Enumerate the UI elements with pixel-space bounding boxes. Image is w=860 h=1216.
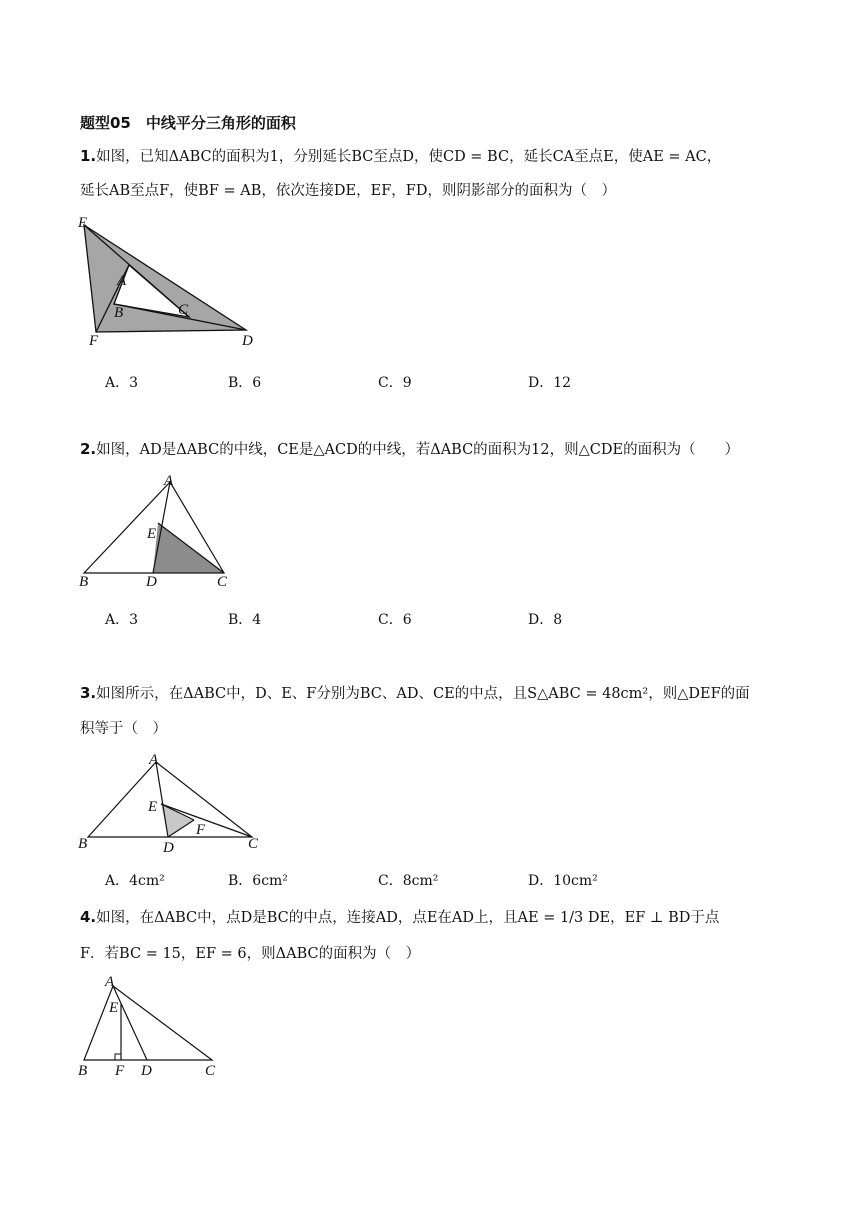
option-c[interactable]: C．8cm² [378,873,439,889]
question-2-line-1 [80,439,739,460]
label-b: B [114,305,124,321]
option-d[interactable]: D．10cm² [528,873,598,889]
option-b[interactable]: B．6 [228,375,262,391]
section-title: 题型05 中线平分三角形的面积 [80,114,296,132]
label-b: B [78,1063,88,1079]
option-d[interactable]: D．12 [528,375,572,391]
label-d: D [242,333,253,349]
label-a: A [149,752,159,768]
question-4-line-1 [80,907,719,928]
question-3-line-1 [80,683,750,704]
label-a: A [164,473,174,489]
option-a[interactable]: A．3 [105,375,139,391]
option-d[interactable]: D．8 [528,612,563,628]
option-c[interactable]: C．6 [378,612,412,628]
question-1-figure [74,212,274,352]
question-text: 如图，在ΔABC中，点D是BC的中点，连接AD，点E在AD上，且AE = 1/3 DE，EF ⊥ BD于点 [96,910,720,926]
label-e: E [148,799,158,815]
question-1-line-1 [80,146,721,167]
label-a: A [117,273,127,289]
label-c: C [217,574,228,590]
option-b[interactable]: B．6cm² [228,873,288,889]
label-a: A [105,974,115,990]
label-d: D [163,840,174,856]
question-number: 2. [80,440,97,458]
option-a[interactable]: A．4cm² [105,873,165,889]
question-4-figure [74,972,234,1082]
label-b: B [79,574,89,590]
question-number: 4. [80,908,97,926]
question-number: 3. [80,684,97,702]
question-text: 如图所示，在ΔABC中，D、E、F分别为BC、AD、CE的中点，且S△ABC = 48cm²，则△DEF的面 [96,686,750,702]
label-e: E [78,215,88,231]
label-e: E [147,526,157,542]
question-1-line-2: 延长AB至点F，使BF = AB，依次连接DE，EF，FD，则阴影部分的面积为（ ） [80,183,616,199]
label-e: E [109,1000,119,1016]
label-d: D [141,1063,152,1079]
question-text: 如图，已知ΔABC的面积为1，分别延长BC至点D，使CD = BC，延长CA至点E，使AE = AC， [96,149,722,165]
question-2-figure [74,470,244,590]
label-f: F [115,1063,125,1079]
label-f: F [89,333,99,349]
label-c: C [178,302,189,318]
question-3-line-2: 积等于（ ） [80,721,167,737]
option-b[interactable]: B．4 [228,612,262,628]
question-4-line-2: F．若BC = 15，EF = 6，则ΔABC的面积为（ ） [80,946,421,962]
option-a[interactable]: A．3 [105,612,139,628]
label-c: C [205,1063,216,1079]
label-f: F [196,822,206,838]
label-c: C [248,836,259,852]
option-c[interactable]: C．9 [378,375,412,391]
label-d: D [146,574,157,590]
question-number: 1. [80,147,97,165]
question-text: 如图，AD是ΔABC的中线，CE是△ACD的中线，若ΔABC的面积为12，则△CDE的面积为（ ） [96,442,740,458]
label-b: B [78,836,88,852]
question-3-figure [74,750,264,860]
